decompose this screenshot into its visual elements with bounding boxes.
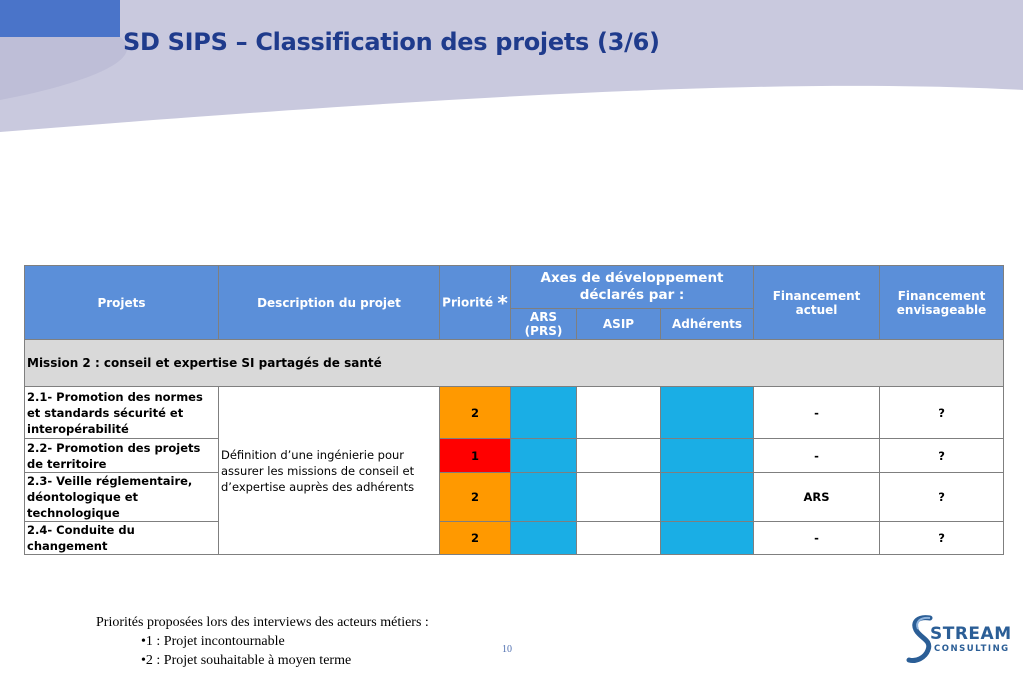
priority-legend-intro: Priorités proposées lors des interviews des acteurs métiers : — [96, 615, 429, 630]
table-row — [25, 439, 1004, 473]
axis-ars-cell — [511, 439, 577, 473]
logo-word-stream: STREAM — [930, 624, 1012, 644]
projet-description: Définition d’une ingénierie pour assurer les missions de conseil et d’expertise auprès des adhérents — [219, 387, 440, 555]
financement-envisageable-cell: ? — [880, 387, 1004, 439]
header-priorite — [440, 266, 511, 340]
axis-ars-cell — [511, 473, 577, 522]
axis-asip-cell — [577, 387, 661, 439]
axis-adherents-cell — [661, 522, 754, 555]
table-row — [25, 522, 1004, 555]
financement-envisageable-cell: ? — [880, 522, 1004, 555]
priority-legend-item-1: •1 : Projet incontournable — [141, 634, 285, 649]
page-title: SD SIPS – Classification des projets (3/6) — [123, 28, 660, 56]
header-asip: ASIP — [577, 309, 661, 340]
table-row — [25, 387, 1004, 439]
page-number: 10 — [502, 644, 512, 655]
priority-cell: 2 — [440, 473, 511, 522]
financement-actuel-cell: ARS — [754, 473, 880, 522]
mission-row: Mission 2 : conseil et expertise SI partagés de santé — [25, 340, 1004, 387]
axis-adherents-cell — [661, 473, 754, 522]
table-row — [25, 473, 1004, 522]
header-axes: Axes de développement déclarés par : — [511, 266, 754, 309]
axis-asip-cell — [577, 439, 661, 473]
financement-actuel-cell: - — [754, 387, 880, 439]
header-financement-envisageable: Financement envisageable — [880, 266, 1004, 340]
financement-envisageable-cell: ? — [880, 473, 1004, 522]
priority-legend-item-2: •2 : Projet souhaitable à moyen terme — [141, 653, 352, 668]
financement-actuel-cell: - — [754, 522, 880, 555]
financement-envisageable-cell: ? — [880, 439, 1004, 473]
header-description: Description du projet — [219, 266, 440, 340]
financement-actuel-cell: - — [754, 439, 880, 473]
header-ars: ARS (PRS) — [511, 309, 577, 340]
priority-cell: 2 — [440, 387, 511, 439]
stream-consulting-logo — [906, 614, 1012, 666]
axis-asip-cell — [577, 522, 661, 555]
projects-table — [24, 265, 1004, 555]
header-priorite-star: * — [497, 290, 508, 315]
header-projets: Projets — [25, 266, 219, 340]
projet-name: 2.4- Conduite du changement — [25, 522, 219, 555]
axis-ars-cell — [511, 387, 577, 439]
projet-name: 2.3- Veille réglementaire, déontologique et technologique — [25, 473, 219, 522]
header-priorite-label: Priorité — [442, 295, 494, 309]
priority-cell: 1 — [440, 439, 511, 473]
priority-legend — [96, 613, 429, 670]
axis-adherents-cell — [661, 387, 754, 439]
logo-word-consulting: CONSULTING — [934, 644, 1010, 654]
axis-ars-cell — [511, 522, 577, 555]
projet-name: 2.2- Promotion des projets de territoire — [25, 439, 219, 473]
header-adherents: Adhérents — [661, 309, 754, 340]
axis-adherents-cell — [661, 439, 754, 473]
header-financement-actuel: Financement actuel — [754, 266, 880, 340]
header-banner — [0, 0, 1023, 140]
axis-asip-cell — [577, 473, 661, 522]
priority-cell: 2 — [440, 522, 511, 555]
projet-name: 2.1- Promotion des normes et standards sécurité et interopérabilité — [25, 387, 219, 439]
